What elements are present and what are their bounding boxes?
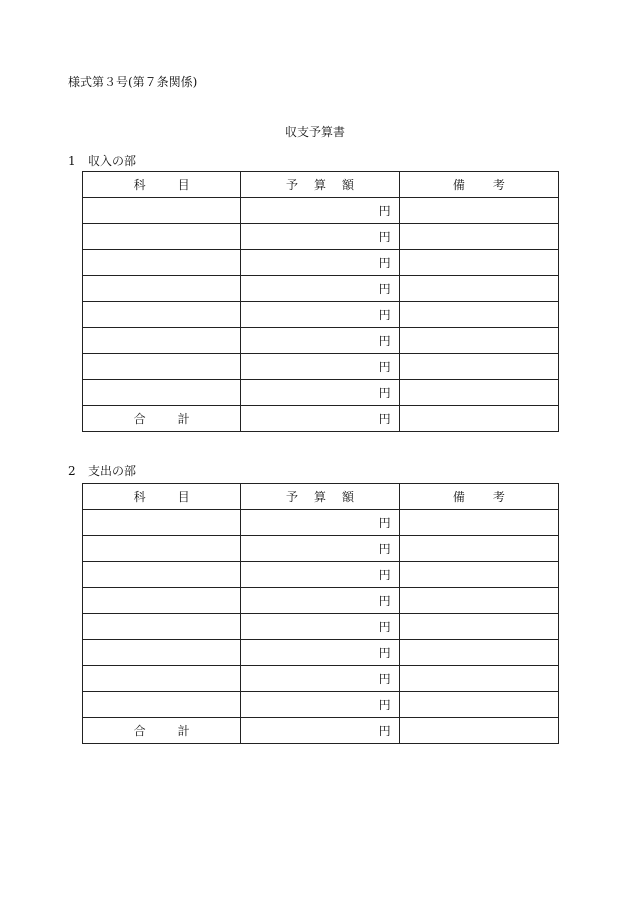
remarks-cell[interactable] <box>399 380 558 406</box>
header-amount: 予算額 <box>241 484 399 510</box>
form-number: 様式第３号(第７条関係) <box>68 75 198 89</box>
amount-cell[interactable]: 円 <box>241 640 399 666</box>
document-title: 収支予算書 <box>284 125 345 139</box>
table-row <box>83 562 559 588</box>
item-cell[interactable] <box>83 692 241 718</box>
table-row <box>83 276 559 302</box>
remarks-cell[interactable] <box>399 510 558 536</box>
total-row <box>83 718 559 744</box>
amount-cell[interactable]: 円 <box>241 224 399 250</box>
table-row <box>83 510 559 536</box>
table-row <box>83 692 559 718</box>
remarks-cell[interactable] <box>399 536 558 562</box>
total-remarks-cell[interactable] <box>399 406 558 432</box>
remarks-cell[interactable] <box>399 666 558 692</box>
amount-cell[interactable]: 円 <box>241 536 399 562</box>
table-header-row <box>83 484 559 510</box>
item-cell[interactable] <box>83 224 241 250</box>
table-row <box>83 198 559 224</box>
table-row <box>83 380 559 406</box>
table-row <box>83 666 559 692</box>
header-remarks: 備考 <box>399 484 558 510</box>
expense-section-number: 2 <box>68 464 76 478</box>
total-amount-cell[interactable]: 円 <box>241 406 399 432</box>
remarks-cell[interactable] <box>399 328 558 354</box>
expense-section-heading <box>68 463 136 479</box>
total-label: 合計 <box>83 718 241 744</box>
remarks-cell[interactable] <box>399 562 558 588</box>
header-item: 科目 <box>83 484 241 510</box>
remarks-cell[interactable] <box>399 588 558 614</box>
remarks-cell[interactable] <box>399 224 558 250</box>
header-remarks: 備考 <box>399 172 558 198</box>
item-cell[interactable] <box>83 302 241 328</box>
table-row <box>83 354 559 380</box>
header-item: 科目 <box>83 172 241 198</box>
total-remarks-cell[interactable] <box>399 718 558 744</box>
item-cell[interactable] <box>83 666 241 692</box>
remarks-cell[interactable] <box>399 692 558 718</box>
total-label: 合計 <box>83 406 241 432</box>
item-cell[interactable] <box>83 380 241 406</box>
table-row <box>83 302 559 328</box>
remarks-cell[interactable] <box>399 250 558 276</box>
table-header-row <box>83 172 559 198</box>
item-cell[interactable] <box>83 198 241 224</box>
remarks-cell[interactable] <box>399 276 558 302</box>
income-section-number: 1 <box>68 154 76 168</box>
item-cell[interactable] <box>83 328 241 354</box>
remarks-cell[interactable] <box>399 198 558 224</box>
income-section-title: 収入の部 <box>88 154 137 168</box>
item-cell[interactable] <box>83 614 241 640</box>
item-cell[interactable] <box>83 354 241 380</box>
amount-cell[interactable]: 円 <box>241 328 399 354</box>
table-row <box>83 536 559 562</box>
amount-cell[interactable]: 円 <box>241 510 399 536</box>
item-cell[interactable] <box>83 536 241 562</box>
remarks-cell[interactable] <box>399 640 558 666</box>
amount-cell[interactable]: 円 <box>241 276 399 302</box>
remarks-cell[interactable] <box>399 614 558 640</box>
total-row <box>83 406 559 432</box>
table-row <box>83 614 559 640</box>
amount-cell[interactable]: 円 <box>241 380 399 406</box>
amount-cell[interactable]: 円 <box>241 614 399 640</box>
item-cell[interactable] <box>83 276 241 302</box>
table-row <box>83 588 559 614</box>
table-row <box>83 224 559 250</box>
income-section-heading <box>68 153 136 169</box>
amount-cell[interactable]: 円 <box>241 588 399 614</box>
amount-cell[interactable]: 円 <box>241 562 399 588</box>
item-cell[interactable] <box>83 588 241 614</box>
amount-cell[interactable]: 円 <box>241 302 399 328</box>
amount-cell[interactable]: 円 <box>241 692 399 718</box>
remarks-cell[interactable] <box>399 354 558 380</box>
remarks-cell[interactable] <box>399 302 558 328</box>
table-row <box>83 328 559 354</box>
amount-cell[interactable]: 円 <box>241 250 399 276</box>
item-cell[interactable] <box>83 510 241 536</box>
item-cell[interactable] <box>83 562 241 588</box>
amount-cell[interactable]: 円 <box>241 666 399 692</box>
item-cell[interactable] <box>83 250 241 276</box>
total-amount-cell[interactable]: 円 <box>241 718 399 744</box>
income-budget-table <box>82 171 559 432</box>
amount-cell[interactable]: 円 <box>241 354 399 380</box>
expense-section-title: 支出の部 <box>88 464 137 478</box>
table-row <box>83 250 559 276</box>
item-cell[interactable] <box>83 640 241 666</box>
header-amount: 予算額 <box>241 172 399 198</box>
table-row <box>83 640 559 666</box>
amount-cell[interactable]: 円 <box>241 198 399 224</box>
expense-budget-table <box>82 483 559 744</box>
